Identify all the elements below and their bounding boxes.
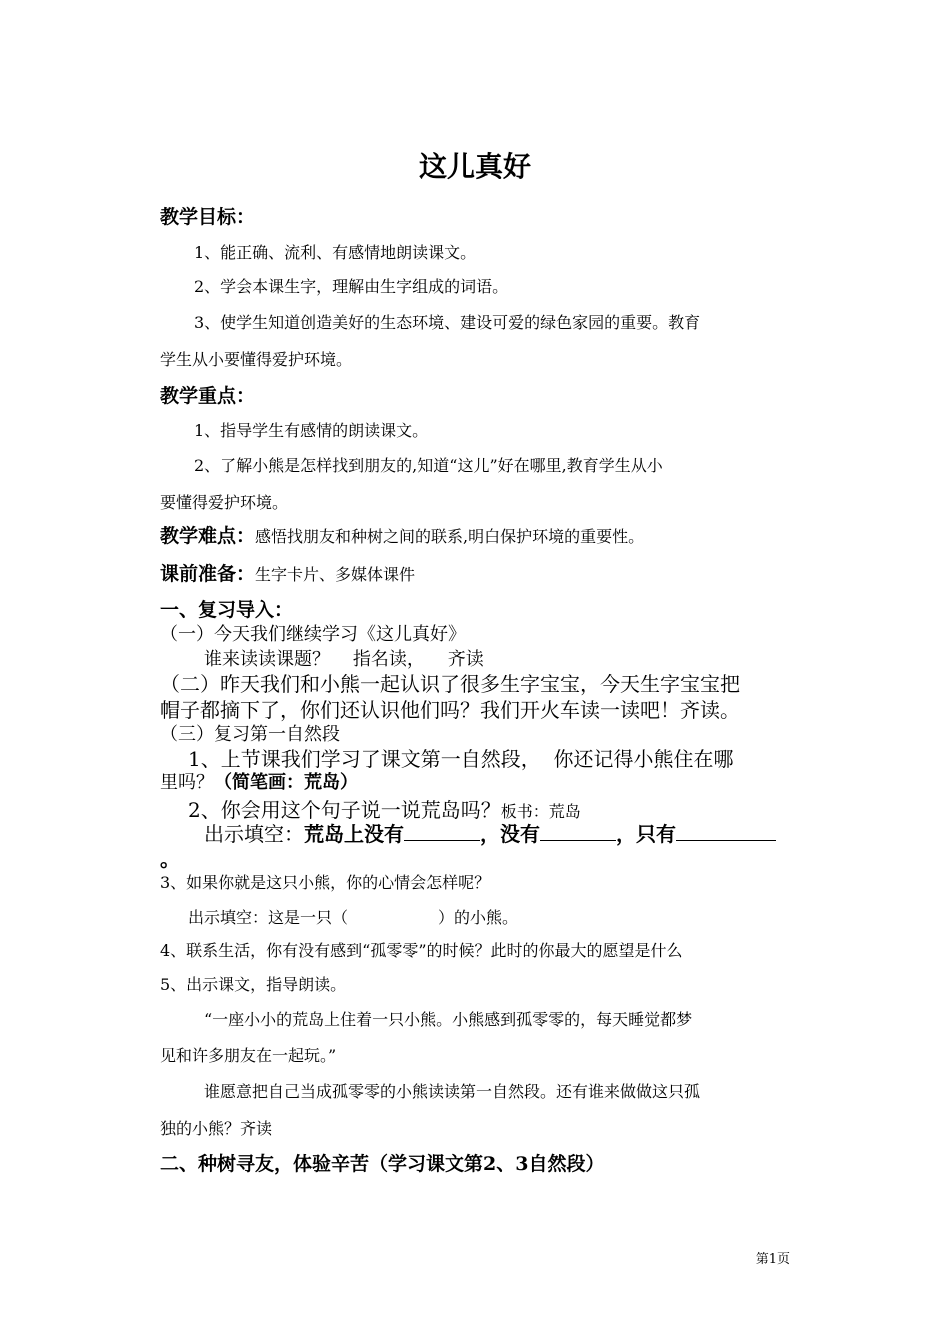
fill-blank-prompt-b: ，没有 <box>480 822 540 846</box>
quoted-text: “一座小小的荒岛上住着一只小熊。小熊感到孤零零的，每天睡觉都梦 <box>204 1010 693 1029</box>
difficulty-heading: 教学难点： <box>160 525 256 547</box>
page-number: 第1页 <box>755 1252 790 1267</box>
goal-item-2: 2、学会本课生字，理解由生字组成的词语。 <box>194 277 509 296</box>
preparation-row <box>160 559 415 586</box>
review-part-1: （一）今天我们继续学习《这儿真好》 <box>160 624 466 645</box>
blank-line <box>540 822 616 841</box>
review-item-4: 4、联系生活，你有没有感到“孤零零”的时候？此时的你最大的愿望是什么 <box>160 941 683 960</box>
fill-blank-prompt-c: ，只有 <box>616 822 676 846</box>
quoted-text-cont: 见和许多朋友在一起玩。” <box>160 1046 337 1065</box>
difficulty-text: 感悟找朋友和种树之间的联系,明白保护环境的重要性。 <box>255 527 645 546</box>
preparation-text: 生字卡片、多媒体课件 <box>255 565 416 584</box>
fill-blank-label-2: 出示填空：这是一只（ <box>188 908 349 927</box>
fill-blank-prompt-a: 荒岛上没有 <box>304 822 404 846</box>
fill-blank-row-2 <box>188 905 518 928</box>
review-part-1-line-2: 谁来读读课题？ 指名读， 齐读 <box>204 649 484 670</box>
review-item-1: 1、上节课我们学习了课文第一自然段， 你还记得小熊住在哪 <box>188 747 734 771</box>
review-part-2-cont: 帽子都摘下了，你们还认识他们吗？我们开火车读一读吧！齐读。 <box>160 698 740 722</box>
review-item-2-text: 2、你会用这个句子说一说荒岛吗？ <box>188 798 501 822</box>
difficulty-row <box>160 521 644 548</box>
fill-blank-label-1: 出示填空： <box>204 822 304 846</box>
reading-instruction: 谁愿意把自己当成孤零零的小熊读读第一自然段。还有谁来做做这只孤 <box>204 1082 701 1101</box>
board-note: 板书：荒岛 <box>500 802 581 821</box>
fill-blank-end-mark: 。 <box>160 847 180 871</box>
sketch-note: （简笔画：荒岛） <box>214 772 358 793</box>
blank-line <box>676 822 776 841</box>
review-item-1-question: 里吗？ <box>160 772 214 793</box>
keypoints-heading: 教学重点： <box>160 385 256 407</box>
goal-item-3-cont: 学生从小要懂得爱护环境。 <box>160 350 353 369</box>
goal-item-3: 3、使学生知道创造美好的生态环境、建设可爱的绿色家园的重要。教育 <box>194 313 701 332</box>
goal-item-1: 1、能正确、流利、有感情地朗读课文。 <box>194 243 477 262</box>
blank-line <box>404 822 480 841</box>
section2-heading: 二、种树寻友，体验辛苦（学习课文第2、3自然段） <box>160 1153 605 1175</box>
section1-heading: 一、复习导入： <box>160 599 294 621</box>
keypoint-item-2: 2、了解小熊是怎样找到朋友的,知道“这儿”好在哪里,教育学生从小 <box>194 456 663 475</box>
review-item-5: 5、出示课文，指导朗读。 <box>160 975 347 994</box>
keypoint-item-1: 1、指导学生有感情的朗读课文。 <box>194 421 429 440</box>
goals-heading: 教学目标： <box>160 206 256 228</box>
review-item-3: 3、如果你就是这只小熊，你的心情会怎样呢？ <box>160 873 491 892</box>
reading-instruction-cont: 独的小熊？齐读 <box>160 1119 273 1138</box>
fill-blank-row-1 <box>204 818 776 847</box>
review-part-3: （三）复习第一自然段 <box>160 724 340 745</box>
review-part-2: （二）昨天我们和小熊一起认识了很多生字宝宝，今天生字宝宝把 <box>160 672 740 696</box>
preparation-heading: 课前准备： <box>160 563 256 585</box>
keypoint-item-2-cont: 要懂得爱护环境。 <box>160 493 289 512</box>
fill-blank-tail-2: ）的小熊。 <box>438 908 519 927</box>
page-title: 这儿真好 <box>418 150 531 183</box>
review-item-1-cont <box>160 768 358 794</box>
